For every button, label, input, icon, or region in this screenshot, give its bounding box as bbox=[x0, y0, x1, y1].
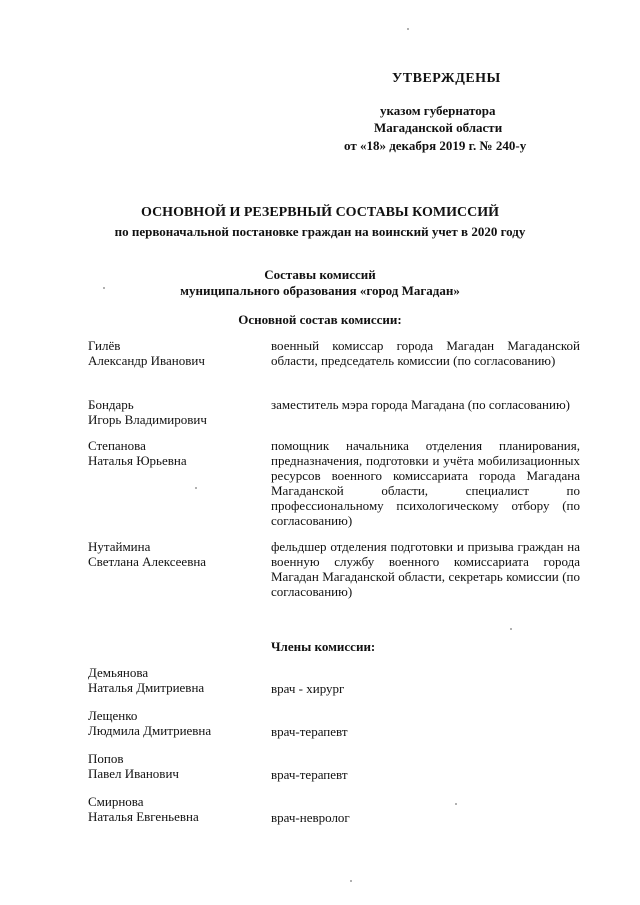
member-name bbox=[88, 708, 258, 738]
approval-line-decree: указом губернатора bbox=[380, 103, 496, 118]
member-role: военный комиссар города Магадан Магаданской области, председатель комиссии (по согласованию) bbox=[271, 338, 580, 368]
scan-speck bbox=[510, 628, 512, 630]
member-given-name: Наталья Евгеньевна bbox=[88, 809, 199, 824]
member-name bbox=[88, 338, 258, 368]
member-name bbox=[88, 751, 258, 781]
approval-line-region: Магаданской области bbox=[374, 120, 503, 135]
member-surname: Гилёв bbox=[88, 338, 121, 353]
member-role: врач-невролог bbox=[271, 810, 350, 825]
member-name bbox=[88, 438, 258, 468]
section-subtitle: муниципального образования «город Магадан» bbox=[180, 283, 460, 298]
member-role: врач-терапевт bbox=[271, 767, 348, 782]
member-role: фельдшер отделения подготовки и призыва граждан на военную службу военного комиссариата города Магадан Магаданской области, секретарь комиссии (по согласованию) bbox=[271, 539, 580, 599]
member-name bbox=[88, 794, 258, 824]
member-given-name: Светлана Алексеевна bbox=[88, 554, 207, 569]
member-name bbox=[88, 397, 258, 427]
scan-speck bbox=[407, 28, 409, 30]
member-surname: Попов bbox=[88, 751, 124, 766]
scan-speck bbox=[350, 880, 352, 882]
scan-speck bbox=[103, 287, 105, 289]
member-surname: Бондарь bbox=[88, 397, 134, 412]
member-role: врач-терапевт bbox=[271, 724, 348, 739]
member-surname: Демьянова bbox=[88, 665, 149, 680]
member-role: заместитель мэра города Магадана (по согласованию) bbox=[271, 397, 570, 412]
member-given-name: Наталья Юрьевна bbox=[88, 453, 187, 468]
member-surname: Степанова bbox=[88, 438, 146, 453]
member-name bbox=[88, 539, 258, 569]
member-surname: Смирнова bbox=[88, 794, 144, 809]
approval-header: УТВЕРЖДЕНЫ bbox=[392, 71, 501, 86]
member-given-name: Александр Иванович bbox=[88, 353, 205, 368]
member-role: помощник начальника отделения планирования, предназначения, подготовки и учёта мобилизационных ресурсов военного комиссариата города Магадана Магаданской области, специалист по профессиональному психологическому отбору (по согласованию) bbox=[271, 438, 580, 528]
member-surname: Лещенко bbox=[88, 708, 138, 723]
document-title: ОСНОВНОЙ И РЕЗЕРВНЫЙ СОСТАВЫ КОМИССИЙ bbox=[141, 205, 499, 220]
approval-line-date: от «18» декабря 2019 г. № 240-у bbox=[344, 138, 527, 153]
scan-speck bbox=[455, 803, 457, 805]
main-composition-heading: Основной состав комиссии: bbox=[238, 312, 402, 327]
document-subtitle: по первоначальной постановке граждан на воинский учет в 2020 году bbox=[114, 224, 526, 239]
member-role: врач - хирург bbox=[271, 681, 345, 696]
scan-speck bbox=[195, 487, 197, 489]
member-given-name: Людмила Дмитриевна bbox=[88, 723, 212, 738]
member-name bbox=[88, 665, 258, 695]
members-heading: Члены комиссии: bbox=[271, 639, 376, 654]
member-surname: Нутаймина bbox=[88, 539, 151, 554]
member-given-name: Павел Иванович bbox=[88, 766, 179, 781]
member-given-name: Наталья Дмитриевна bbox=[88, 680, 205, 695]
section-title: Составы комиссий bbox=[264, 267, 376, 282]
member-given-name: Игорь Владимирович bbox=[88, 412, 207, 427]
